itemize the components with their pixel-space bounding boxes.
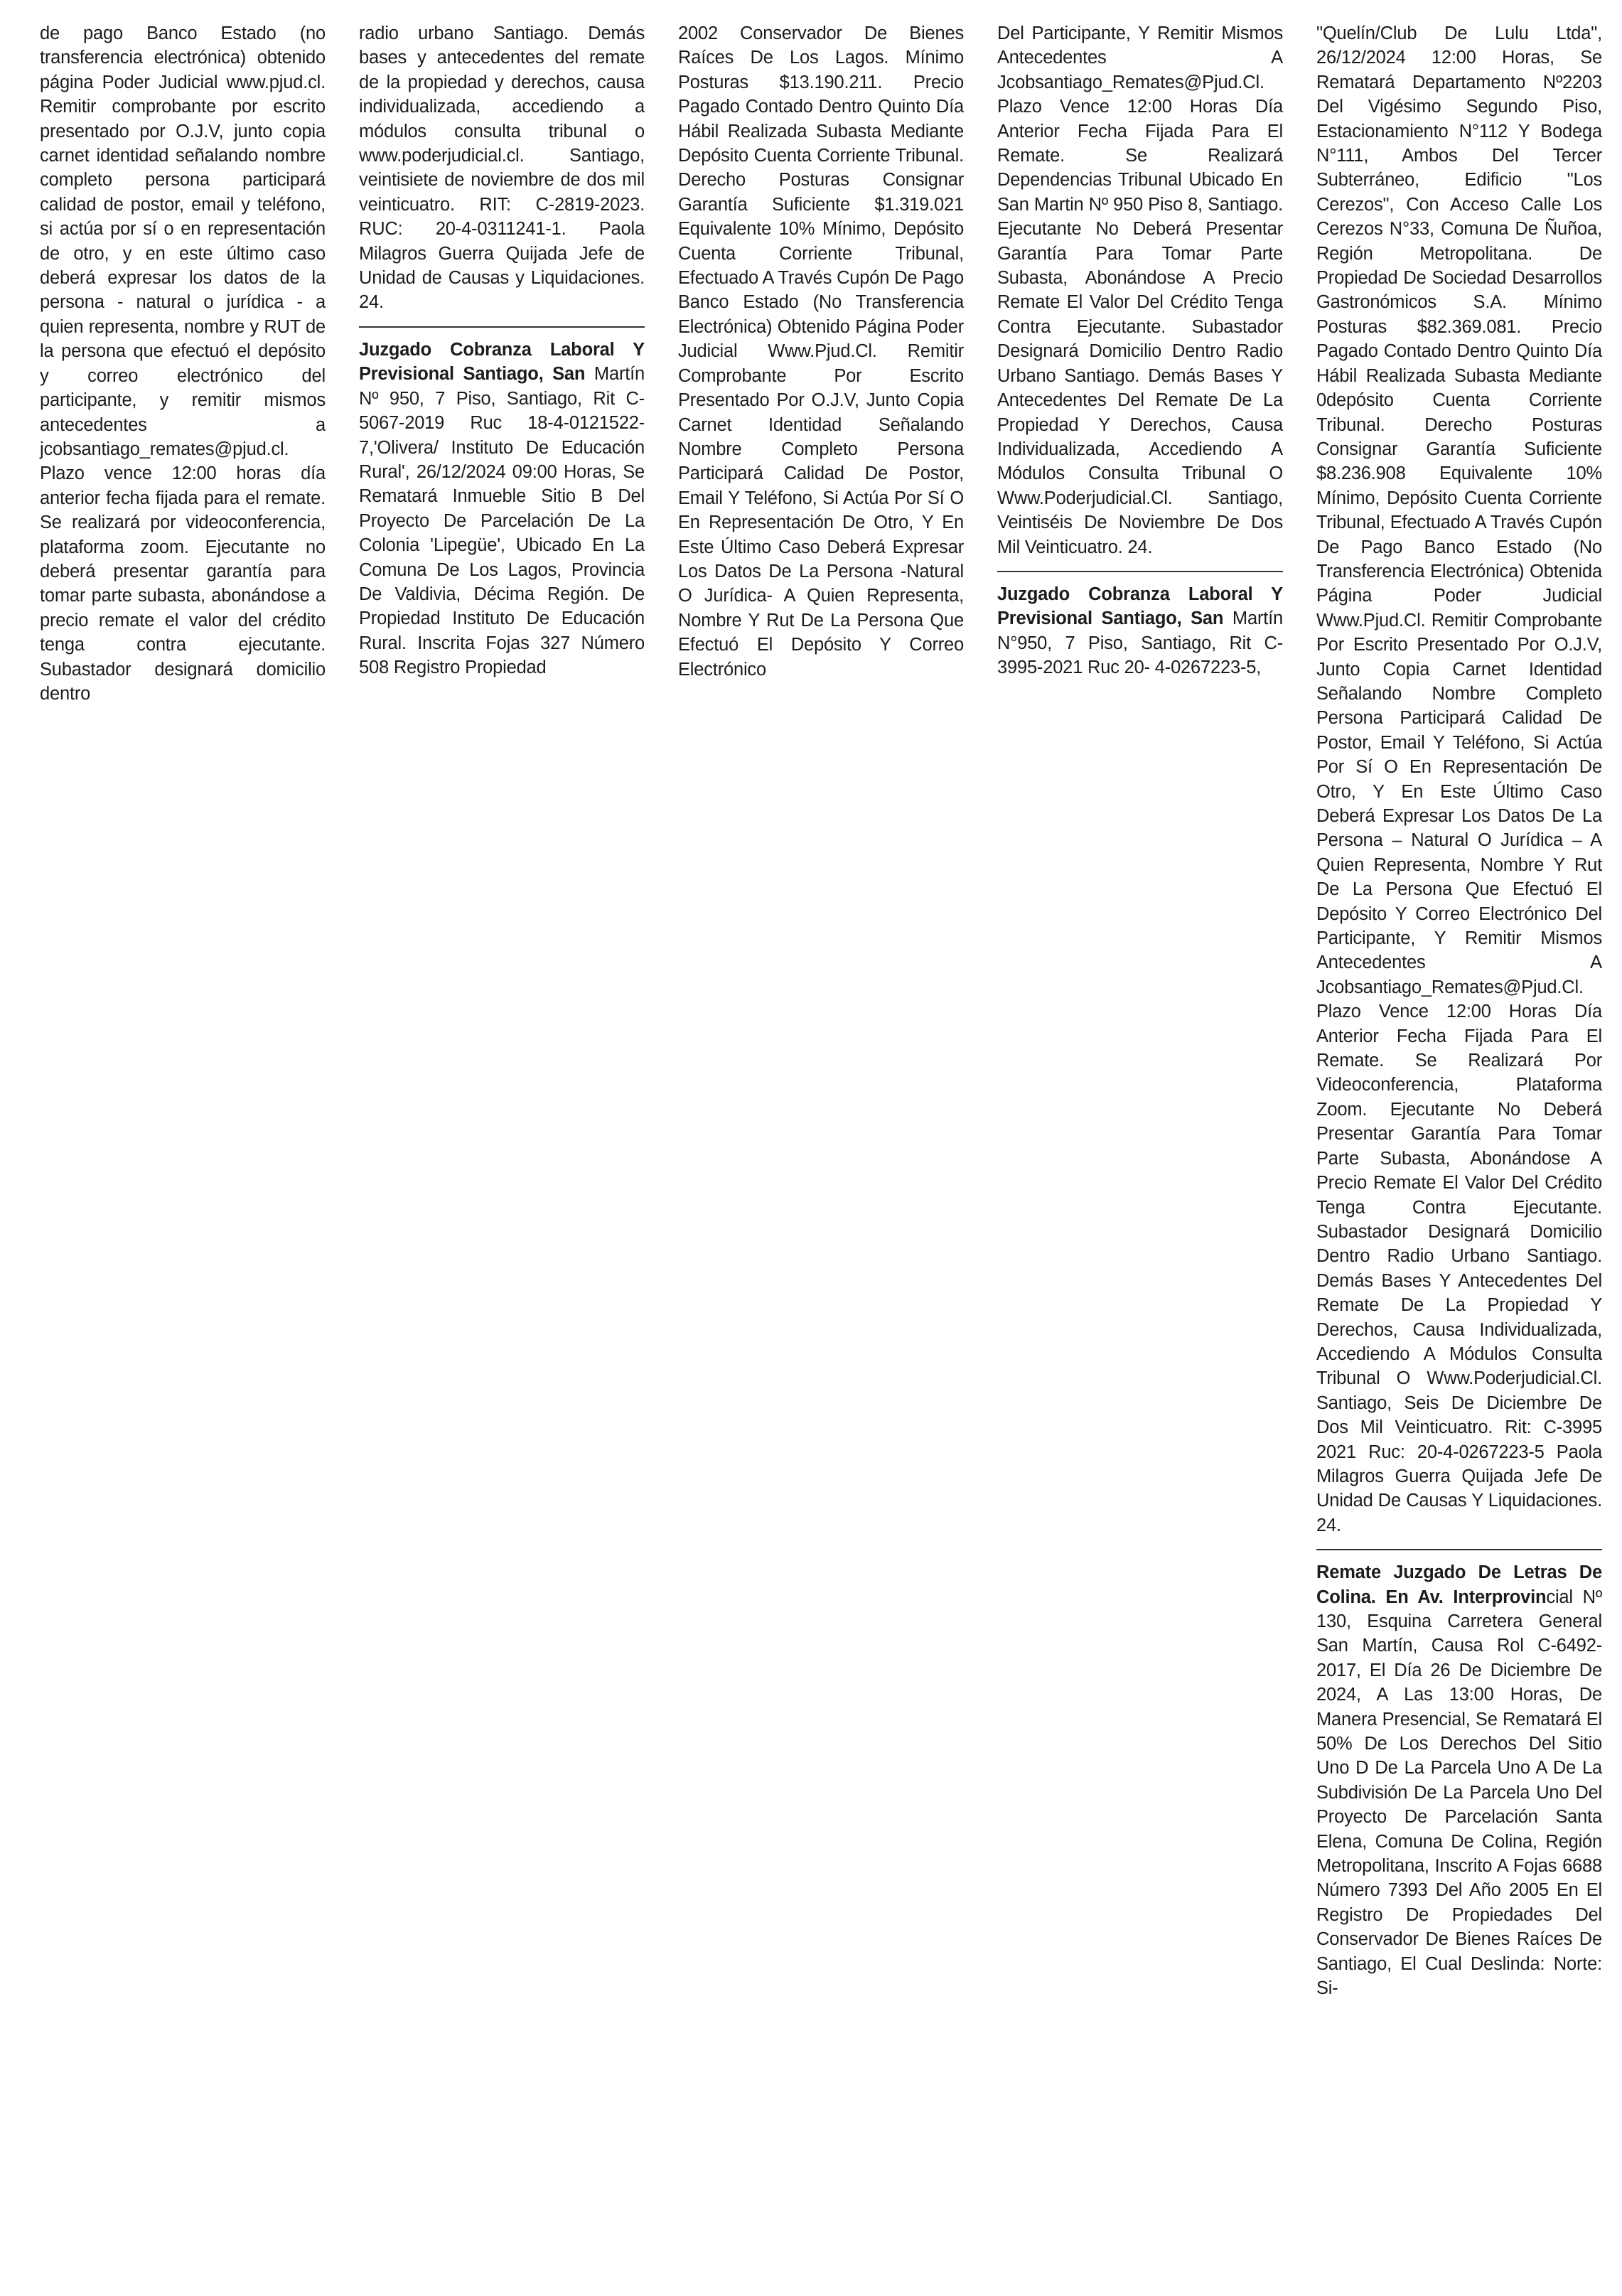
notice-continuation: radio urbano Santiago. Demás bases y antecedentes del remate de la propiedad y derechos, causa individualizada, accediendo a módulos consulta tribunal o www.poderjudicial.cl. Santiago, veintisiete de noviembre de dos mil veinticuatro. RIT: C-2819-2023. RUC: 20-4-0311241-1. Paola Milagros Guerra Quijada Jefe de Unidad de Causas y Liquidaciones. 24. (359, 23, 645, 313)
notice-juzgado-cobranza-c5067 (359, 338, 645, 680)
column-4 (997, 21, 1283, 680)
notice-continuation: de pago Banco Estado (no transferencia electrónica) obtenido página Poder Judicial www.pjud.cl. Remitir comprobante por escrito presentado por O.J.V, junto copia carnet identidad señalando nombre completo persona participará calidad de postor, email y teléfono, si actúa por sí o en representación de otro, y en este último caso deberá expresar los datos de la persona - natural o jurídica - a quien representa, nombre y RUT de la persona que efectuó el depósito y correo electrónico del participante, y remitir mismos antecedentes a jcobsantiago_remates@pjud.cl. Plazo vence 12:00 horas día anterior fecha fijada para el remate. Se realizará por videoconferencia, plataforma zoom. Ejecutante no deberá presentar garantía para tomar parte subasta, abonándose a precio remate el valor del crédito tenga contra ejecutante. Subastador designará domicilio dentro (40, 23, 326, 704)
notice-continuation: "Quelín/Club De Lulu Ltda", 26/12/2024 12:00 Horas, Se Rematará Departamento Nº2203 Del Vigésimo Segundo Piso, Estacionamiento N°112 Y Bodega N°111, Ambos Del Tercer Subterráneo, Edificio "Los Cerezos", Con Acceso Calle Los Cerezos N°33, Comuna De Ñuñoa, Región Metropolitana. De Propiedad De Sociedad Desarrollos Gastronómicos S.A. Mínimo Posturas $82.369.081. Precio Pagado Contado Dentro Quinto Día Hábil Realizada Subasta Mediante 0depósito Cuenta Corriente Tribunal. Derecho Posturas Consignar Garantía Suficiente $8.236.908 Equivalente 10% Mínimo, Depósito Cuenta Corriente Tribunal, Efectuado A Través Cupón De Pago Banco Estado (No Transferencia Electrónica) Obtenida Página Poder Judicial Www.Pjud.Cl. Remitir Comprobante Por Escrito Presentado Por O.J.V, Junto Copia Carnet Identidad Señalando Nombre Completo Persona Participará Calidad De Postor, Email Y Teléfono, Si Actúa Por Sí O En Representación De Otro, Y En Este Último Caso Deberá Expresar Los Datos De La Persona – Natural O Jurídica – A Quien Representa, Nombre Y Rut De La Persona Que Efectuó El Depósito Y Correo Electrónico Del Participante, Y Remitir Mismos Antecedentes A Jcobsantiago_Remates@Pjud.Cl. Plazo Vence 12:00 Horas Día Anterior Fecha Fijada Para El Remate. Se Realizará Por Videoconferencia, Plataforma Zoom. Ejecutante No Deberá Presentar Garantía Para Tomar Parte Subasta, Abonándose A Precio Remate El Valor Del Crédito Tenga Contra Ejecutante. Subastador Designará Domicilio Dentro Radio Urbano Santiago. Demás Bases Y Antecedentes Del Remate De La Propiedad Y Derechos, Causa Individualizada, Accediendo A Módulos Consulta Tribunal O Www.Poderjudicial.Cl. Santiago, Seis De Diciembre De Dos Mil Veinticuatro. Rit: C-3995 2021 Ruc: 20-4-0267223-5 Paola Milagros Guerra Quijada Jefe De Unidad De Causas Y Liquidaciones. 24. (1316, 23, 1602, 1535)
notice-juzgado-cobranza-c3995 (997, 582, 1283, 680)
column-1 (40, 21, 326, 706)
notice-body: Martín Nº 950, 7 Piso, Santiago, Rit C-5067-2019 Ruc 18-4-0121522-7,'Olivera/ Instituto De Educación Rural', 26/12/2024 09:00 Horas, Se Rematará Inmueble Sitio B Del Proyecto De Parcelación De La Colonia 'Lipegüe', Ubicado En La Comuna De Los Lagos, Provincia De Valdivia, Décima Región. De Propiedad Instituto De Educación Rural. Inscrita Fojas 327 Número 508 Registro Propiedad (359, 364, 645, 678)
notice-divider (359, 326, 645, 328)
notice-continuation: 2002 Conservador De Bienes Raíces De Los Lagos. Mínimo Posturas $13.190.211. Precio Pagado Contado Dentro Quinto Día Hábil Realizada Subasta Mediante Depósito Cuenta Corriente Tribunal. Derecho Posturas Consignar Garantía Suficiente $1.319.021 Equivalente 10% Mínimo, Depósito Cuenta Corriente Tribunal, Efectuado A Través Cupón De Pago Banco Estado (No Transferencia Electrónica) Obtenido Página Poder Judicial Www.Pjud.Cl. Remitir Comprobante Por Escrito Presentado Por O.J.V, Junto Copia Carnet Identidad Señalando Nombre Completo Persona Participará Calidad De Postor, Email Y Teléfono, Si Actúa Por Sí O En Representación De Otro, Y En Este Último Caso Deberá Expresar Los Datos De La Persona -Natural O Jurídica- A Quien Representa, Nombre Y Rut De La Persona Que Efectuó El Depósito Y Correo Electrónico (678, 23, 964, 680)
column-3 (678, 21, 964, 682)
notice-remate-colina (1316, 1560, 1602, 2000)
column-2 (359, 21, 645, 680)
notice-body: Martín N°950, 7 Piso, Santiago, Rit C-3995-2021 Ruc 20- 4-0267223-5, (997, 608, 1283, 678)
notice-divider (997, 571, 1283, 572)
notice-continuation: Del Participante, Y Remitir Mismos Antecedentes A Jcobsantiago_Remates@Pjud.Cl. Plazo Vence 12:00 Horas Día Anterior Fecha Fijada Para El Remate. Se Realizará Dependencias Tribunal Ubicado En San Martin Nº 950 Piso 8, Santiago. Ejecutante No Deberá Presentar Garantía Para Tomar Parte Subasta, Abonándose A Precio Remate El Valor Del Crédito Tenga Contra Ejecutante. Subastador Designará Domicilio Dentro Radio Urbano Santiago. Demás Bases Y Antecedentes Del Remate De La Propiedad Y Derechos, Causa Individualizada, Accediendo A Módulos Consulta Tribunal O Www.Poderjudicial.Cl. Santiago, Veintiséis De Noviembre De Dos Mil Veinticuatro. 24. (997, 23, 1283, 557)
column-5 (1316, 21, 1602, 2001)
notice-heading: Remate Juzgado De Letras De Colina. En Av. Interprovin (1316, 1562, 1602, 1607)
notice-heading: Juzgado Cobranza Laboral Y Previsional Santiago, San (359, 339, 645, 385)
notice-body: cial Nº 130, Esquina Carretera General San Martín, Causa Rol C-6492-2017, El Día 26 De Diciembre De 2024, A Las 13:00 Horas, De Manera Presencial, Se Rematará El 50% De Los Derechos Del Sitio Uno D De La Parcela Uno A De La Subdivisión De La Parcela Uno Del Proyecto De Parcelación Santa Elena, Comuna De Colina, Región Metropolitana, Inscrito A Fojas 6688 Número 7393 Del Año 2005 En El Registro De Propiedades Del Conservador De Bienes Raíces De Santiago, El Cual Deslinda: Norte: Si- (1316, 1587, 1602, 1999)
notice-divider (1316, 1549, 1602, 1550)
notice-heading: Juzgado Cobranza Laboral Y Previsional Santiago, San (997, 584, 1283, 629)
